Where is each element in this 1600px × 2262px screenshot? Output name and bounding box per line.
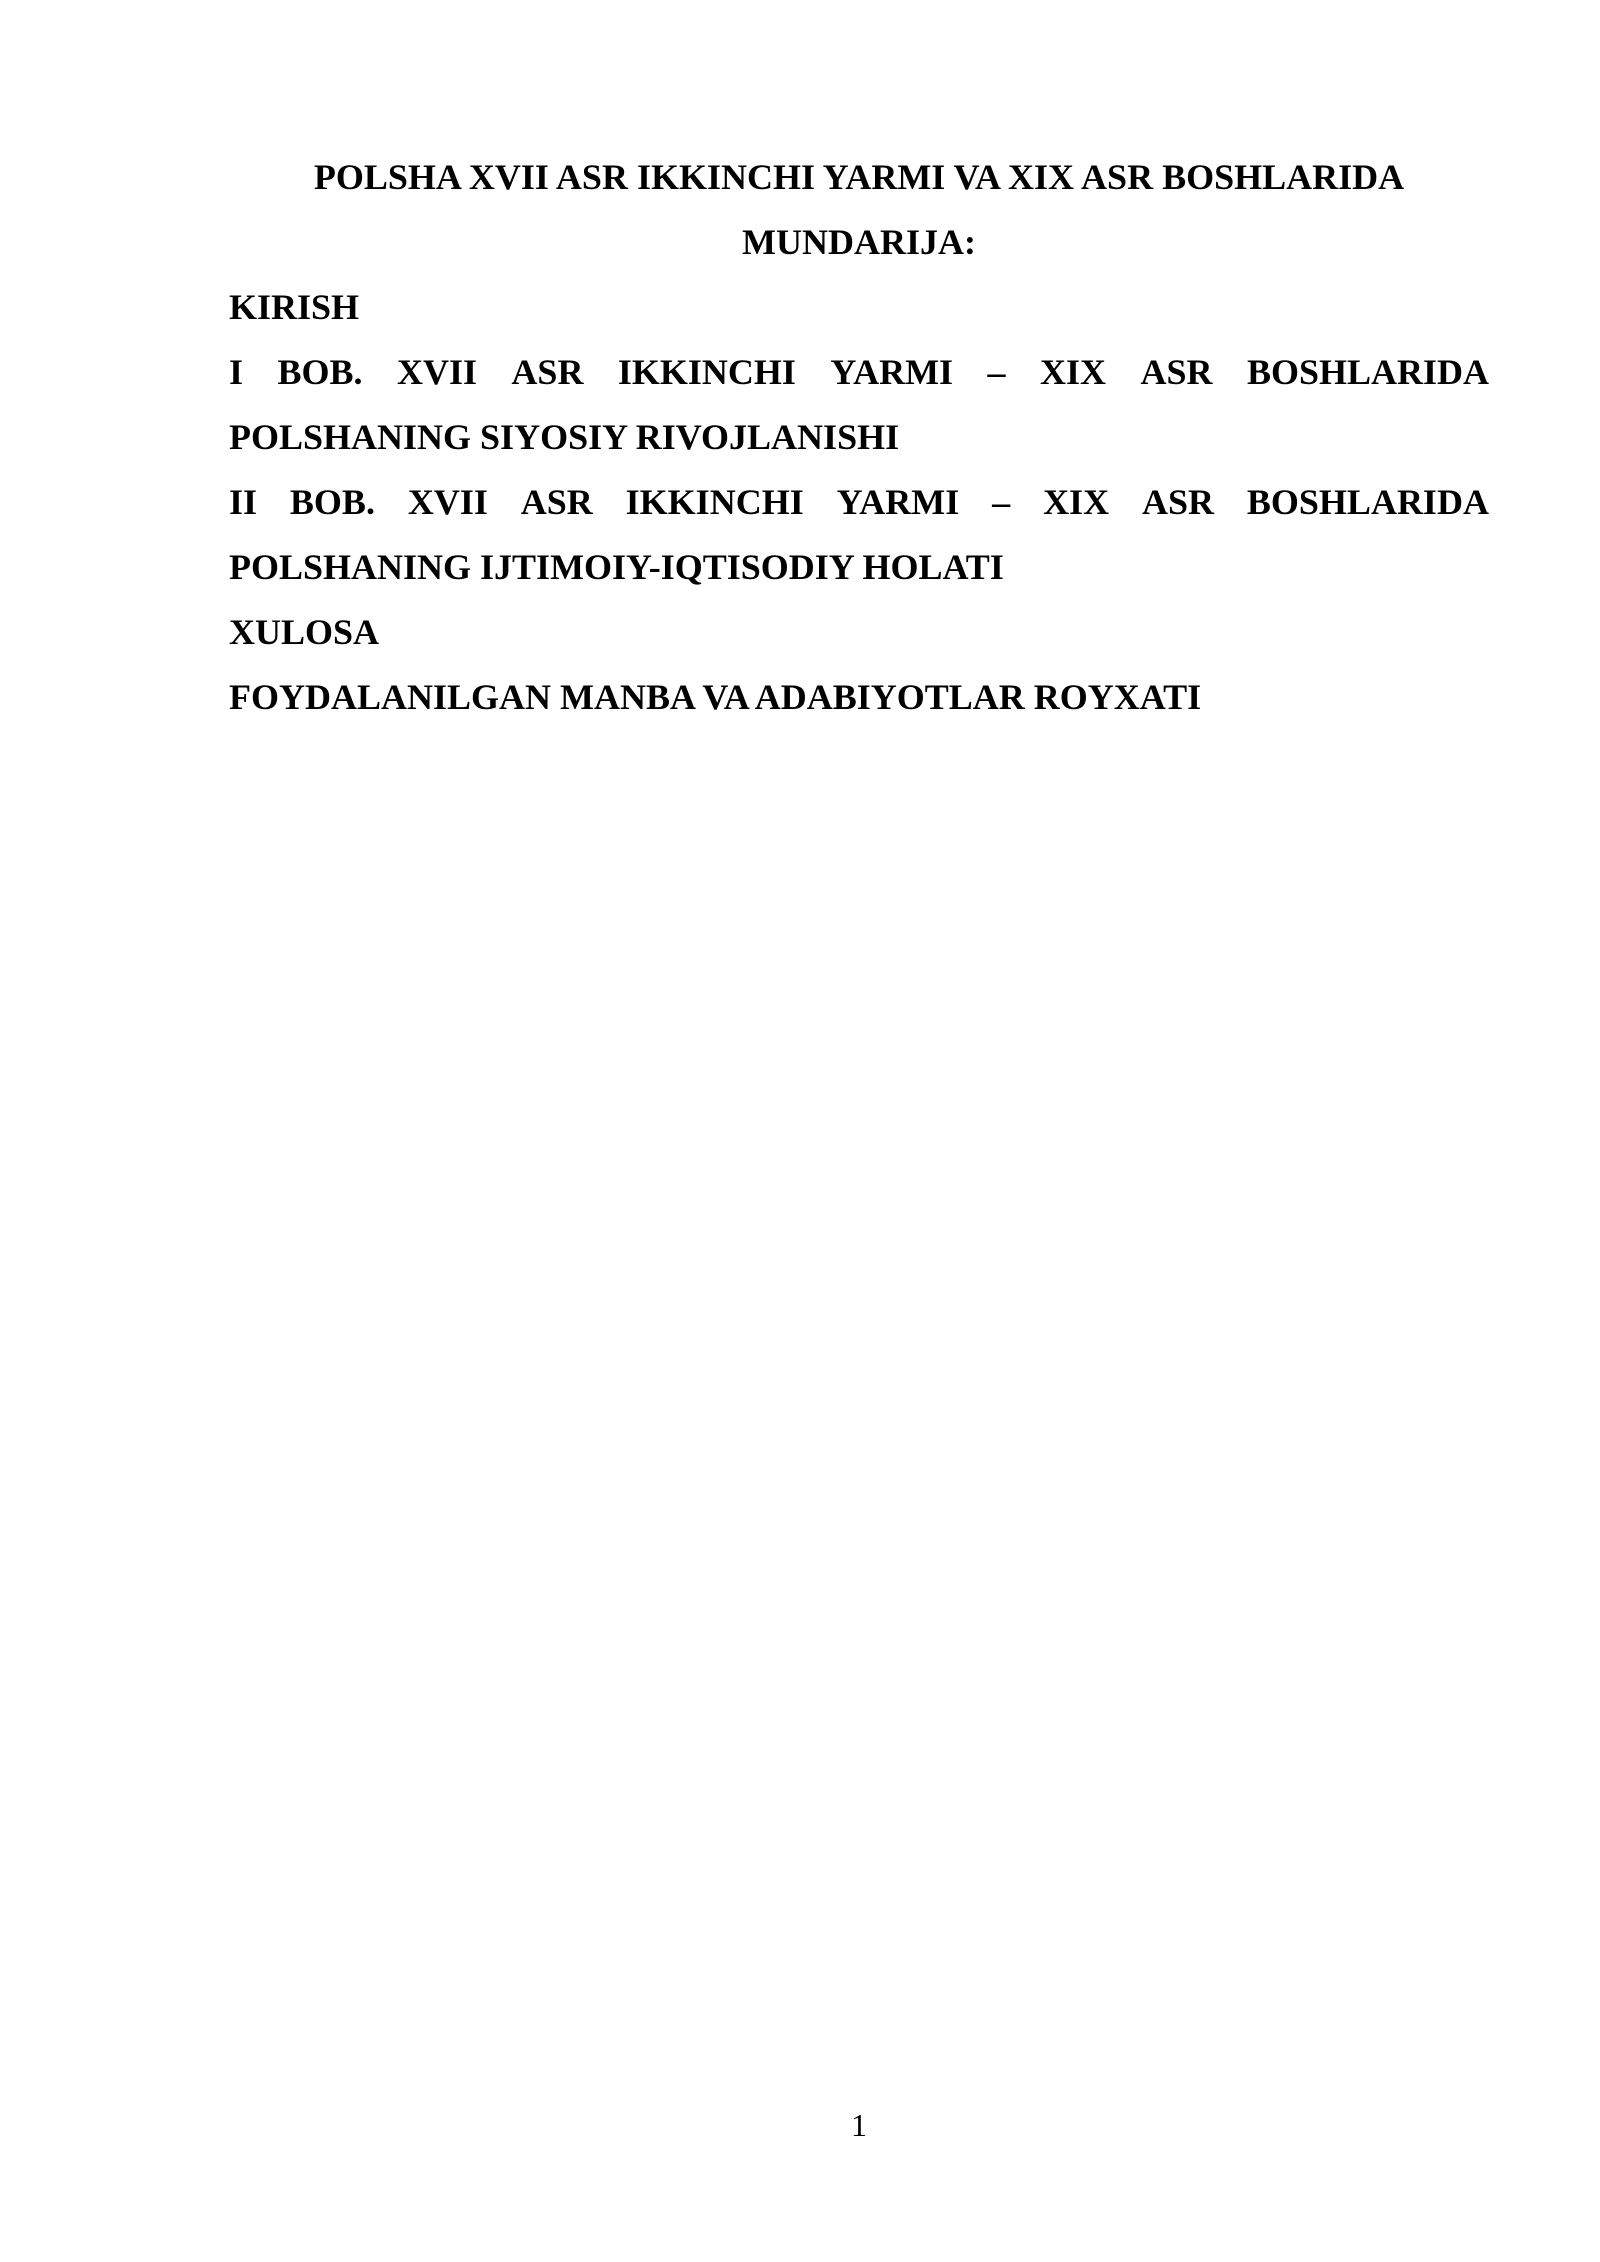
toc-item-chapter2-line1 [229,481,1489,546]
toc-word: BOSHLARIDA [1246,482,1489,522]
toc-word: ASR [511,352,584,392]
toc-word: ASR [1140,352,1213,392]
toc-word: XVII [407,482,488,522]
table-of-contents [229,286,1489,741]
toc-word: YARMI [830,352,954,392]
toc-word: – [992,482,1011,522]
toc-word: XIX [1043,482,1110,522]
document-title: POLSHA XVII ASR IKKINCHI YARMI VA XIX ASR BOSHLARIDA [313,157,1405,197]
toc-heading: MUNDARIJA: [742,222,976,262]
toc-word: XVII [396,352,477,392]
toc-word: BOB. [289,482,375,522]
toc-item-intro: KIRISH [229,287,360,327]
toc-word: IKKINCHI [625,482,804,522]
page-number: 1 [851,2107,867,2143]
toc-word: ASR [520,482,593,522]
toc-word: YARMI [836,482,960,522]
toc-word: ASR [1141,482,1214,522]
toc-word: XIX [1039,352,1106,392]
toc-word: BOB. [277,352,363,392]
toc-word: I [229,352,244,392]
toc-item-conclusion: XULOSA [229,612,380,652]
toc-item-references: FOYDALANILGAN MANBA VA ADABIYOTLAR ROYXATI [229,677,1202,717]
toc-word: BOSHLARIDA [1246,352,1489,392]
toc-item-chapter2-line2: POLSHANING IJTIMOIY-IQTISODIY HOLATI [229,547,1004,587]
toc-word: IKKINCHI [617,352,796,392]
toc-item-chapter1-line1 [229,351,1489,416]
toc-word: II [229,482,258,522]
toc-item-chapter1-line2: POLSHANING SIYOSIY RIVOJLANISHI [229,417,900,457]
toc-word: – [987,352,1006,392]
